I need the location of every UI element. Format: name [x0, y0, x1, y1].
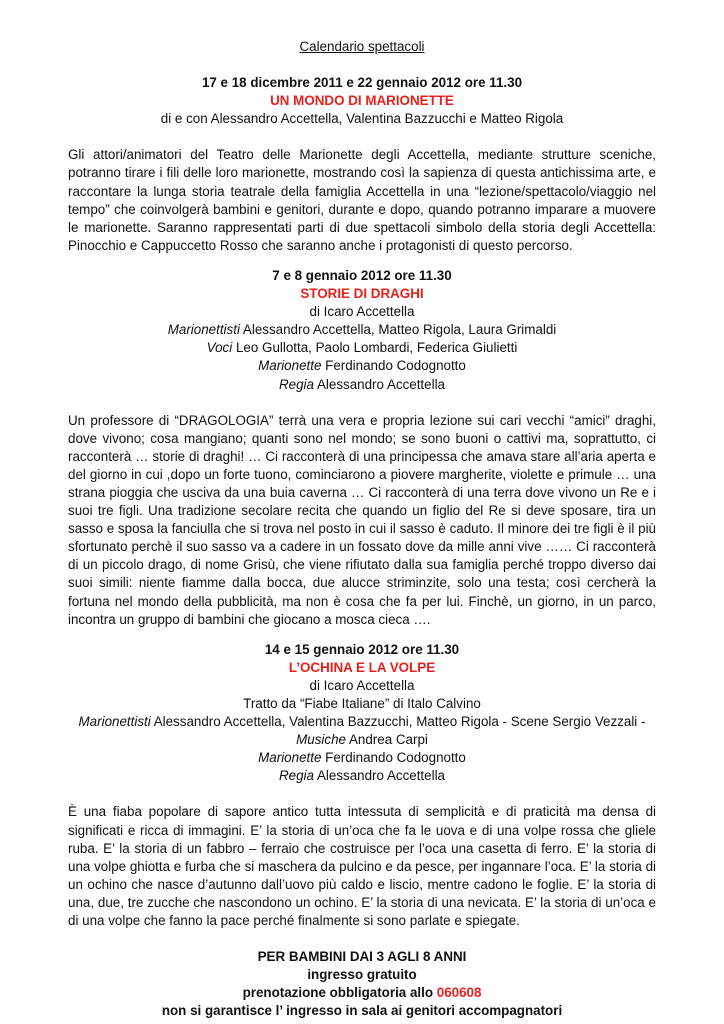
- show-description: Gli attori/animatori del Teatro delle Marionette degli Accettella, mediante strutture sceniche, potranno tirare i fili delle loro marionette, mostrando così la sapienza di questa antichissima arte, e raccontare la lunga storia teatrale della famiglia Accettella in una “lezione/spettacolo/viaggio nel tempo” che coinvolgerà bambini e genitori, durante e dopo, quando potranno imparare a muovere le marionette. Saranno rappresentati parti di due spettacoli simbolo della storia degli Accettella: Pinocchio e Cappuccetto Rosso che saranno anche i protagonisti di questo percorso.: [68, 147, 656, 253]
- show-title: UN MONDO DI MARIONETTE: [270, 93, 454, 109]
- credit-line: [68, 376, 656, 394]
- show-date: 17 e 18 dicembre 2011 e 22 gennaio 2012 ore 11.30: [201, 75, 523, 91]
- credit-role: Regia: [278, 376, 314, 392]
- credit-names: Alessandro Accettella: [316, 376, 445, 392]
- credit-role: Regia: [278, 768, 314, 784]
- credit-names: Andrea Carpi: [348, 732, 428, 748]
- credit-names: Ferdinando Codognotto: [325, 750, 466, 766]
- booking-line: [68, 984, 656, 1002]
- credit-names: Alessandro Accettella, Matteo Rigola, Laura Grimaldi: [242, 322, 557, 338]
- show-date: 14 e 15 gennaio 2012 ore 11.30: [264, 641, 460, 657]
- audience-line: PER BAMBINI DAI 3 AGLI 8 ANNI: [257, 949, 467, 965]
- show-2: [68, 267, 656, 629]
- parents-note: non si garantisce l’ ingresso in sala ai genitori accompagnatori: [161, 1003, 563, 1019]
- show-description: È una fiaba popolare di sapore antico tutta intessuta di semplicità e di praticità ma densa di significati e ricca di immagini. E’ la storia di un’oca che fa le uova e di una volpe rossa che gliele ruba. E’ la storia di un fabbro – ferraio che costruisce per l’oca una casetta di ferro. E’ la storia di una volpe ghiotta e furba che si maschera da pulcino e da pesce, per ingannare l’oca. E’ la storia di un ochino che nasce d’autunno dall’uovo più caldo e liscio, mentre cadono le foglie. E’ la storia di una, due, tre zucche che nascondono un ochino. E’ la storia di una nevicata. E’ la storia di un’oca e di una volpe che fanno la pace perché finalmente si sono parlate e spiegate.: [68, 804, 656, 929]
- calendar-heading[interactable]: Calendario spettacoli: [299, 39, 425, 54]
- entry-line: ingresso gratuito: [307, 967, 417, 983]
- info-footer: [68, 948, 656, 1020]
- credit-names: Alessandro Accettella, Valentina Bazzucchi, Matteo Rigola - Scene Sergio Vezzali -: [153, 714, 646, 730]
- show-title: STORIE DI DRAGHI: [300, 286, 424, 302]
- credit-role: Marionette: [258, 750, 322, 766]
- show-3: [68, 641, 656, 930]
- show-date: 7 e 8 gennaio 2012 ore 11.30: [272, 267, 452, 283]
- show-author: di Icaro Accettella: [309, 677, 415, 693]
- credit-role: Marionette: [258, 358, 322, 374]
- credit-role: Musiche: [296, 732, 346, 748]
- credit-role: Marionettisti: [167, 322, 240, 338]
- booking-phone-number: 060608: [436, 985, 482, 1001]
- show-description: Un professore di “DRAGOLOGIA” terrà una vera e propria lezione sui cari vecchi “amici” draghi, dove vivono; cosa mangiano; quanti sono nel mondo; se sono buoni o cattivi ma, soprattutto, ci racconterà … storie di draghi! … Ci racconterà di una principessa che amava stare all’aria aperta e del giorno in cui ,dopo un forte tuono, cominciarono a piovere margherite, violette e primule … una strana pioggia che usciva da una buia caverna … Ci racconterà di una terra dove vivono un Re e i suoi tre figli. Una tradizione secolare recita che quando un figlio del Re si deve sposare, tira un sasso e sposa la fanciulla che si trova nel posto in cui il sasso è caduto. Il minore dei tre figli è il più sfortunato perchè il suo sasso va a cadere in un fossato dove da mille anni vive …… Ci racconterà di un piccolo drago, di nome Grisù, che viene rifiutato dalla sua famiglia perché troppo diverso dai suoi simili: niente fiamme dalla bocca, due alucce striminzite, solo una testa; così cercherà la fortuna nel mondo della pubblicità, ma non è cosa che fa per lui. Finchè, un giorno, in un parco, incontra un gruppo di bambini che giocano a mosca cieca ….: [68, 412, 656, 627]
- credit-role: Voci: [206, 340, 233, 356]
- show-credits: di e con Alessandro Accettella, Valentina Bazzucchi e Matteo Rigola: [160, 111, 564, 127]
- credit-line: [68, 731, 656, 749]
- show-author: di Icaro Accettella: [309, 304, 415, 320]
- booking-prefix: prenotazione obbligatoria allo: [242, 985, 437, 1001]
- credit-line: [68, 749, 656, 767]
- credit-line: [68, 339, 656, 357]
- credit-names: Leo Gullotta, Paolo Lombardi, Federica Giulietti: [235, 340, 518, 356]
- credit-line: [68, 767, 656, 785]
- credit-names: Alessandro Accettella: [316, 768, 445, 784]
- credit-role: Marionettisti: [78, 714, 151, 730]
- document-page: [68, 38, 656, 1021]
- show-source: Tratto da “Fiabe Italiane” di Italo Calvino: [243, 696, 481, 711]
- credit-line: [68, 321, 656, 339]
- credit-names: Ferdinando Codognotto: [325, 358, 466, 374]
- credit-line: [68, 357, 656, 375]
- show-1: [68, 74, 656, 255]
- credit-line: [68, 713, 656, 731]
- show-title: L’OCHINA E LA VOLPE: [288, 659, 436, 675]
